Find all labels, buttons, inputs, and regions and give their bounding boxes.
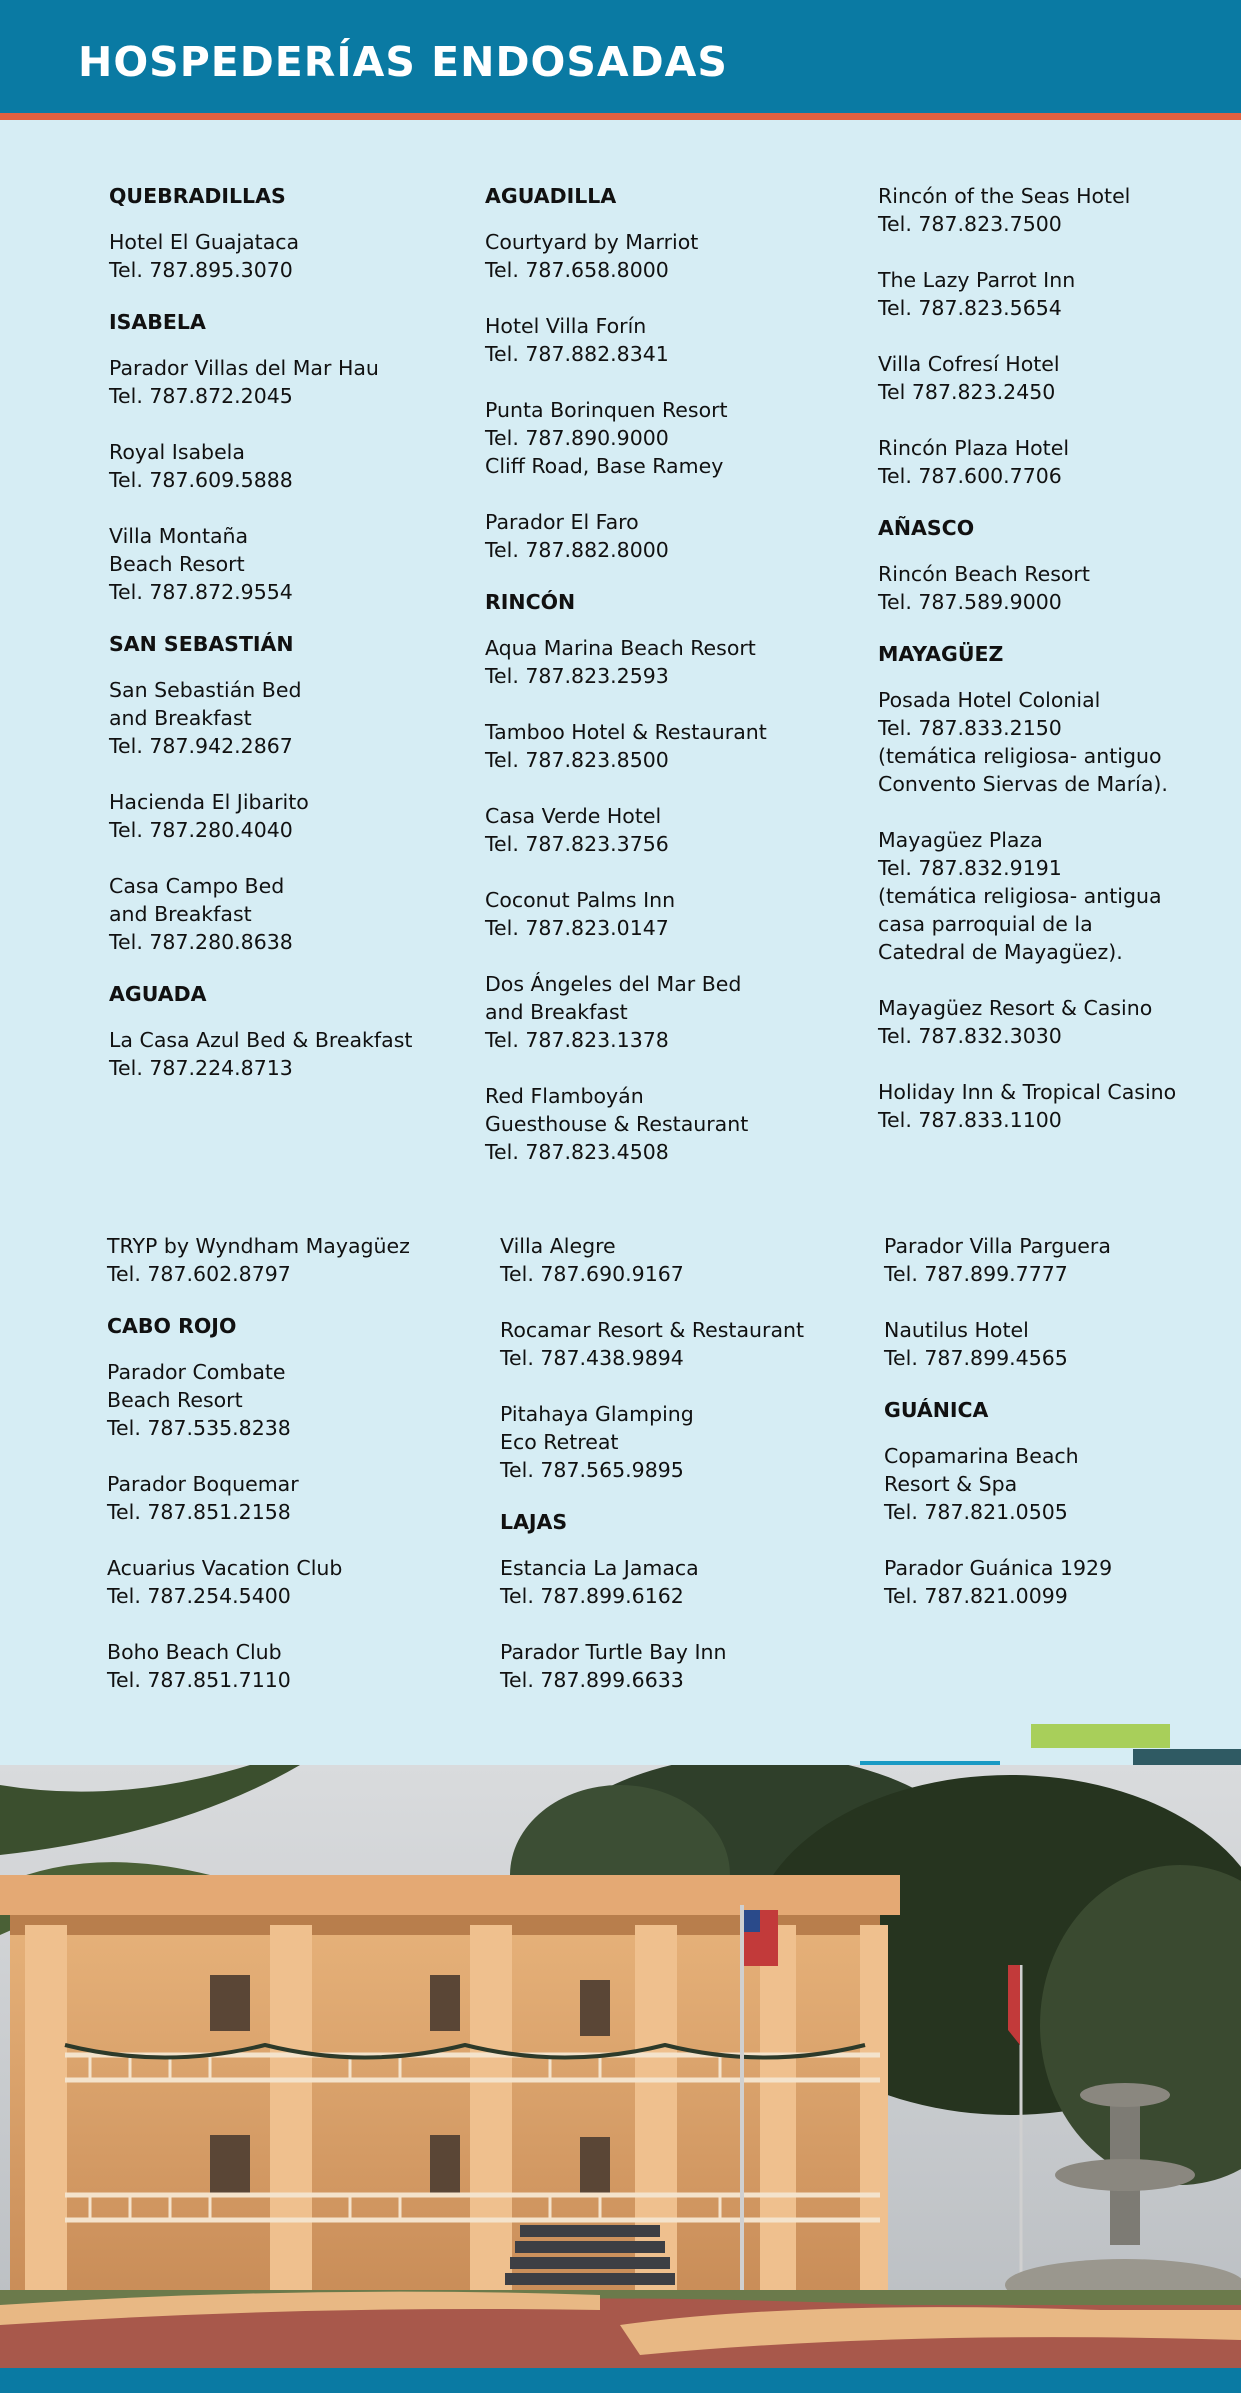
hotel-entry xyxy=(878,994,1241,1050)
hotel-name: Holiday Inn & Tropical Casino xyxy=(878,1080,1177,1104)
region-heading: GUÁNICA xyxy=(884,1398,989,1422)
hotel-entry xyxy=(500,1232,880,1288)
hotel-entry xyxy=(500,1638,880,1694)
page-header xyxy=(0,0,1241,113)
hotel-name: Acuarius Vacation Club xyxy=(107,1556,343,1580)
hotel-name: Estancia La Jamaca xyxy=(500,1556,699,1580)
hotel-name: Parador Turtle Bay Inn xyxy=(500,1640,727,1664)
listing-column-6 xyxy=(884,1232,1241,1638)
hotel-detail: and Breakfast xyxy=(485,1000,628,1024)
hotel-entry xyxy=(884,1442,1241,1526)
hotel-name: Courtyard by Marriot xyxy=(485,230,699,254)
hotel-name: Red Flamboyán xyxy=(485,1084,644,1108)
hotel-name: Dos Ángeles del Mar Bed xyxy=(485,972,742,996)
hotel-detail: Tel. 787.833.1100 xyxy=(878,1108,1062,1132)
photo-illustration xyxy=(0,1765,1241,2368)
hotel-entry xyxy=(107,1470,487,1526)
listing-column-3 xyxy=(878,182,1241,1162)
hotel-detail: Tel. 787.280.4040 xyxy=(109,818,293,842)
hotel-detail: Tel. 787.821.0099 xyxy=(884,1584,1068,1608)
hotel-detail: Tel. 787.602.8797 xyxy=(107,1262,291,1286)
hotel-entry xyxy=(109,872,489,956)
hotel-name: Aqua Marina Beach Resort xyxy=(485,636,756,660)
hotel-detail: Guesthouse & Restaurant xyxy=(485,1112,749,1136)
hotel-entry xyxy=(500,1400,880,1484)
page-title: HOSPEDERÍAS ENDOSADAS xyxy=(78,38,728,86)
hotel-entry xyxy=(485,396,865,480)
region-heading: SAN SEBASTIÁN xyxy=(109,632,294,656)
hotel-detail: Tel. 787.872.2045 xyxy=(109,384,293,408)
hotel-entry xyxy=(109,676,489,760)
hotel-detail: Tel. 787.823.5654 xyxy=(878,296,1062,320)
hotel-detail: Tel. 787.890.9000 xyxy=(485,426,669,450)
hotel-detail: Tel. 787.899.4565 xyxy=(884,1346,1068,1370)
hotel-detail: Tel. 787.823.8500 xyxy=(485,748,669,772)
hotel-name: Boho Beach Club xyxy=(107,1640,282,1664)
hotel-detail: Tel. 787.823.7500 xyxy=(878,212,1062,236)
hotel-detail: Tel. 787.942.2867 xyxy=(109,734,293,758)
hotel-detail: Tel. 787.832.3030 xyxy=(878,1024,1062,1048)
hotel-name: Casa Verde Hotel xyxy=(485,804,662,828)
hotel-detail: (temática religiosa- antigua xyxy=(878,884,1162,908)
hotel-name: Villa Montaña xyxy=(109,524,249,548)
hotel-detail: Tel. 787.833.2150 xyxy=(878,716,1062,740)
hotel-entry xyxy=(485,970,865,1054)
hotel-detail: Tel. 787.832.9191 xyxy=(878,856,1062,880)
hotel-detail: Tel. 787.899.6162 xyxy=(500,1584,684,1608)
hotel-detail: Tel. 787.851.2158 xyxy=(107,1500,291,1524)
hotel-detail: Tel. 787.600.7706 xyxy=(878,464,1062,488)
hotel-name: Rocamar Resort & Restaurant xyxy=(500,1318,805,1342)
hotel-entry xyxy=(878,686,1241,798)
hotel-detail: and Breakfast xyxy=(109,706,252,730)
hotel-detail: Tel. 787.823.3756 xyxy=(485,832,669,856)
hotel-entry xyxy=(107,1638,487,1694)
hotel-entry xyxy=(878,266,1241,322)
hotel-entry xyxy=(485,802,865,858)
hotel-entry xyxy=(878,560,1241,616)
hotel-detail: Tel. 787.882.8341 xyxy=(485,342,669,366)
hotel-detail: Tel. 787.872.9554 xyxy=(109,580,293,604)
region-heading: AGUADA xyxy=(109,982,207,1006)
hotel-detail: Tel. 787.823.0147 xyxy=(485,916,669,940)
hotel-detail: Tel. 787.690.9167 xyxy=(500,1262,684,1286)
hotel-entry xyxy=(107,1554,487,1610)
hotel-name: Parador Villa Parguera xyxy=(884,1234,1111,1258)
hotel-name: Pitahaya Glamping xyxy=(500,1402,694,1426)
hotel-detail: Tel. 787.438.9894 xyxy=(500,1346,684,1370)
hotel-name: Parador Combate xyxy=(107,1360,286,1384)
hotel-detail: Tel. 787.280.8638 xyxy=(109,930,293,954)
hotel-entry xyxy=(878,826,1241,966)
hotel-entry xyxy=(878,434,1241,490)
listing-column-2 xyxy=(485,182,865,1194)
hotel-entry xyxy=(485,886,865,942)
hotel-name: Hotel Villa Forín xyxy=(485,314,647,338)
footer-bar xyxy=(0,2368,1241,2393)
hotel-entry xyxy=(500,1316,880,1372)
hotel-detail: Tel. 787.254.5400 xyxy=(107,1584,291,1608)
hotel-detail: Tel. 787.658.8000 xyxy=(485,258,669,282)
region-heading: LAJAS xyxy=(500,1510,568,1534)
hotel-detail: Tel. 787.851.7110 xyxy=(107,1668,291,1692)
hotel-entry xyxy=(485,312,865,368)
hotel-detail: Tel 787.823.2450 xyxy=(878,380,1056,404)
hotel-entry xyxy=(109,522,489,606)
hotel-detail: Tel. 787.823.4508 xyxy=(485,1140,669,1164)
hotel-name: Rincón Beach Resort xyxy=(878,562,1090,586)
hotel-entry xyxy=(878,350,1241,406)
hotel-name: Punta Borinquen Resort xyxy=(485,398,728,422)
hotel-entry xyxy=(884,1316,1241,1372)
hotel-entry xyxy=(109,438,489,494)
listing-column-5 xyxy=(500,1232,880,1722)
hotel-entry xyxy=(485,228,865,284)
hotel-entry xyxy=(109,228,489,284)
hotel-entry xyxy=(109,788,489,844)
hotel-entry xyxy=(884,1554,1241,1610)
hotel-detail: (temática religiosa- antiguo xyxy=(878,744,1162,768)
header-rule xyxy=(0,113,1241,120)
hotel-detail: Tel. 787.565.9895 xyxy=(500,1458,684,1482)
hotel-detail: Tel. 787.899.6633 xyxy=(500,1668,684,1692)
region-heading: QUEBRADILLAS xyxy=(109,184,286,208)
hotel-name: Hotel El Guajataca xyxy=(109,230,300,254)
hotel-detail: Eco Retreat xyxy=(500,1430,619,1454)
hotel-name: Parador Boquemar xyxy=(107,1472,299,1496)
hotel-entry xyxy=(485,1082,865,1166)
hotel-name: Tamboo Hotel & Restaurant xyxy=(485,720,767,744)
hotel-detail: Catedral de Mayagüez). xyxy=(878,940,1123,964)
hotel-detail: Tel. 787.589.9000 xyxy=(878,590,1062,614)
hotel-name: Hacienda El Jibarito xyxy=(109,790,309,814)
hotel-name: Mayagüez Resort & Casino xyxy=(878,996,1153,1020)
hotel-detail: Convento Siervas de María). xyxy=(878,772,1168,796)
hotel-name: Nautilus Hotel xyxy=(884,1318,1029,1342)
hotel-entry xyxy=(884,1232,1241,1288)
hotel-entry xyxy=(107,1358,487,1442)
hotel-detail: Tel. 787.899.7777 xyxy=(884,1262,1068,1286)
hotel-detail: Cliff Road, Base Ramey xyxy=(485,454,724,478)
hotel-detail: Tel. 787.882.8000 xyxy=(485,538,669,562)
hotel-name: Copamarina Beach xyxy=(884,1444,1079,1468)
hotel-name: Posada Hotel Colonial xyxy=(878,688,1101,712)
hotel-detail: Tel. 787.609.5888 xyxy=(109,468,293,492)
hotel-name: TRYP by Wyndham Mayagüez xyxy=(107,1234,410,1258)
hotel-detail: Tel. 787.224.8713 xyxy=(109,1056,293,1080)
listing-column-1 xyxy=(109,182,489,1110)
hotel-entry xyxy=(500,1554,880,1610)
region-heading: RINCÓN xyxy=(485,590,576,614)
hotel-name: Parador El Faro xyxy=(485,510,639,534)
hotel-name: Rincón Plaza Hotel xyxy=(878,436,1070,460)
hotel-detail: Beach Resort xyxy=(107,1388,243,1412)
hotel-entry xyxy=(878,1078,1241,1134)
hotel-name: Parador Guánica 1929 xyxy=(884,1556,1113,1580)
hotel-entry xyxy=(109,354,489,410)
parador-building-photo xyxy=(0,1765,1241,2368)
hotel-name: The Lazy Parrot Inn xyxy=(878,268,1076,292)
hotel-detail: Tel. 787.823.2593 xyxy=(485,664,669,688)
region-heading: AGUADILLA xyxy=(485,184,617,208)
hotel-name: Parador Villas del Mar Hau xyxy=(109,356,379,380)
hotel-entry xyxy=(107,1232,487,1288)
hotel-detail: Tel. 787.895.3070 xyxy=(109,258,293,282)
hotel-name: Coconut Palms Inn xyxy=(485,888,676,912)
hotel-entry xyxy=(109,1026,489,1082)
hotel-name: Mayagüez Plaza xyxy=(878,828,1043,852)
hotel-detail: Tel. 787.821.0505 xyxy=(884,1500,1068,1524)
hotel-name: Villa Cofresí Hotel xyxy=(878,352,1060,376)
hotel-detail: Resort & Spa xyxy=(884,1472,1018,1496)
hotel-entry xyxy=(485,718,865,774)
hotel-detail: Tel. 787.535.8238 xyxy=(107,1416,291,1440)
hotel-name: Casa Campo Bed xyxy=(109,874,285,898)
hotel-name: Royal Isabela xyxy=(109,440,245,464)
hotel-name: San Sebastián Bed xyxy=(109,678,302,702)
hotel-name: Villa Alegre xyxy=(500,1234,616,1258)
hotel-name: La Casa Azul Bed & Breakfast xyxy=(109,1028,413,1052)
listing-column-4 xyxy=(107,1232,487,1722)
region-heading: ISABELA xyxy=(109,310,206,334)
hotel-detail: and Breakfast xyxy=(109,902,252,926)
hotel-entry xyxy=(485,634,865,690)
hotel-detail: casa parroquial de la xyxy=(878,912,1093,936)
hotel-entry xyxy=(878,182,1241,238)
region-heading: MAYAGÜEZ xyxy=(878,642,1004,666)
hotel-detail: Beach Resort xyxy=(109,552,245,576)
deco-bar-green xyxy=(1031,1724,1170,1748)
hotel-entry xyxy=(485,508,865,564)
region-heading: CABO ROJO xyxy=(107,1314,237,1338)
region-heading: AÑASCO xyxy=(878,516,975,540)
hotel-detail: Tel. 787.823.1378 xyxy=(485,1028,669,1052)
hotel-name: Rincón of the Seas Hotel xyxy=(878,184,1131,208)
